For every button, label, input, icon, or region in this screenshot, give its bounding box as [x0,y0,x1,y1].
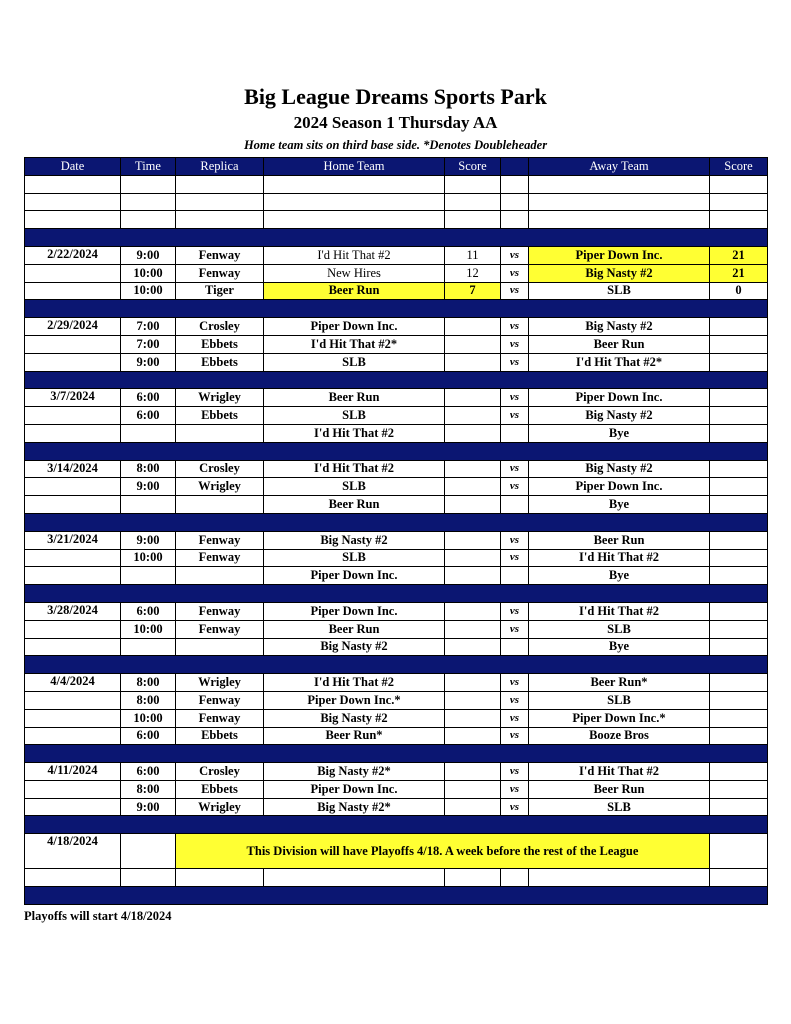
vs-cell [501,424,529,442]
schedule-body [25,175,768,904]
blank-cell [121,869,176,887]
week-separator [25,513,768,531]
away-score-cell: 21 [710,246,768,264]
home-team-cell: I'd Hit That #2 [264,424,445,442]
away-score-cell [710,407,768,425]
home-score-cell [445,549,501,567]
date-cell [25,353,121,371]
week-separator [25,300,768,318]
separator-cell [25,816,768,834]
vs-cell [501,496,529,514]
time-cell: 6:00 [121,763,176,781]
home-score-cell [445,389,501,407]
table-row [25,424,768,442]
week-separator [25,371,768,389]
replica-cell: Fenway [176,549,264,567]
header-vs [501,158,529,176]
replica-cell: Ebbets [176,780,264,798]
date-cell [25,620,121,638]
replica-cell: Wrigley [176,478,264,496]
away-team-cell: Big Nasty #2 [529,318,710,336]
away-score-cell: 21 [710,264,768,282]
home-score-cell [445,620,501,638]
home-score-cell [445,638,501,656]
vs-cell: vs [501,709,529,727]
vs-cell [501,638,529,656]
away-team-cell: Beer Run* [529,674,710,692]
week-separator [25,745,768,763]
away-team-cell: SLB [529,282,710,300]
replica-cell: Ebbets [176,353,264,371]
vs-cell: vs [501,478,529,496]
date-cell: 3/14/2024 [25,460,121,478]
table-row [25,353,768,371]
header-away-score: Score [710,158,768,176]
home-score-cell [445,496,501,514]
home-score-cell [445,531,501,549]
time-cell: 8:00 [121,780,176,798]
date-cell: 4/4/2024 [25,674,121,692]
page-subtitle: 2024 Season 1 Thursday AA [293,113,498,132]
replica-cell: Ebbets [176,407,264,425]
table-row [25,620,768,638]
time-cell: 9:00 [121,353,176,371]
home-team-cell: Piper Down Inc. [264,780,445,798]
time-cell [121,567,176,585]
home-team-cell: Piper Down Inc. [264,567,445,585]
away-team-cell: Bye [529,424,710,442]
replica-cell: Tiger [176,282,264,300]
vs-cell: vs [501,674,529,692]
away-team-cell: I'd Hit That #2 [529,763,710,781]
home-team-cell: Big Nasty #2 [264,709,445,727]
home-score-cell [445,407,501,425]
replica-cell: Ebbets [176,727,264,745]
time-cell: 6:00 [121,389,176,407]
separator-cell [25,442,768,460]
time-cell [121,496,176,514]
home-team-cell: Big Nasty #2* [264,798,445,816]
away-score-cell [710,478,768,496]
date-cell [25,709,121,727]
home-team-cell: Beer Run [264,620,445,638]
home-score-cell: 7 [445,282,501,300]
replica-cell [176,496,264,514]
header-home-team: Home Team [264,158,445,176]
blank-row [25,211,768,229]
time-cell [121,638,176,656]
vs-cell: vs [501,691,529,709]
separator-cell [25,513,768,531]
home-team-cell: Big Nasty #2* [264,763,445,781]
table-row [25,638,768,656]
away-team-cell: Bye [529,496,710,514]
home-team-cell: Beer Run [264,282,445,300]
blank-cell [445,869,501,887]
table-row [25,834,768,869]
away-team-cell: Bye [529,638,710,656]
date-cell [25,727,121,745]
time-cell [121,834,176,869]
home-team-cell: Big Nasty #2 [264,531,445,549]
away-score-cell [710,763,768,781]
vs-cell: vs [501,318,529,336]
time-cell [121,424,176,442]
page-note: Home team sits on third base side. *Denotes Doubleheader [243,138,548,152]
home-score-cell [445,691,501,709]
page-title: Big League Dreams Sports Park [244,84,547,109]
vs-cell: vs [501,407,529,425]
home-team-cell: I'd Hit That #2 [264,246,445,264]
vs-cell: vs [501,549,529,567]
away-score-cell [710,353,768,371]
replica-cell: Wrigley [176,674,264,692]
week-separator [25,442,768,460]
date-cell: 3/21/2024 [25,531,121,549]
blank-cell [264,869,445,887]
replica-cell: Fenway [176,620,264,638]
home-team-cell: Piper Down Inc. [264,602,445,620]
date-cell [25,496,121,514]
away-score-cell [710,674,768,692]
date-cell [25,407,121,425]
time-cell: 9:00 [121,531,176,549]
replica-cell: Ebbets [176,335,264,353]
vs-cell: vs [501,727,529,745]
away-team-cell: Big Nasty #2 [529,264,710,282]
date-cell [25,282,121,300]
time-cell: 7:00 [121,335,176,353]
table-row [25,389,768,407]
date-cell: 4/11/2024 [25,763,121,781]
date-cell [25,691,121,709]
header-replica: Replica [176,158,264,176]
date-cell [25,478,121,496]
date-cell: 2/22/2024 [25,246,121,264]
table-row [25,407,768,425]
date-cell: 3/28/2024 [25,602,121,620]
schedule-table [24,157,768,905]
away-team-cell: Beer Run [529,335,710,353]
separator-cell [25,371,768,389]
time-cell: 6:00 [121,602,176,620]
table-row [25,531,768,549]
replica-cell: Fenway [176,602,264,620]
table-row [25,335,768,353]
replica-cell: Fenway [176,709,264,727]
date-cell [25,549,121,567]
home-score-cell [445,709,501,727]
home-team-cell: Beer Run [264,389,445,407]
date-cell: 3/7/2024 [25,389,121,407]
table-row [25,246,768,264]
away-team-cell: SLB [529,620,710,638]
table-row [25,602,768,620]
away-team-cell: Beer Run [529,780,710,798]
week-separator [25,887,768,905]
away-team-cell: Big Nasty #2 [529,407,710,425]
separator-cell [25,745,768,763]
table-row [25,727,768,745]
replica-cell: Fenway [176,531,264,549]
replica-cell: Wrigley [176,798,264,816]
footer-note: Playoffs will start 4/18/2024 [24,909,172,923]
time-cell: 10:00 [121,620,176,638]
away-score-cell [710,638,768,656]
table-row [25,282,768,300]
away-score-cell [710,567,768,585]
away-team-cell: Piper Down Inc. [529,478,710,496]
table-row [25,318,768,336]
table-row [25,567,768,585]
time-cell: 10:00 [121,282,176,300]
time-cell: 9:00 [121,246,176,264]
blank-cell [529,869,710,887]
home-team-cell: Piper Down Inc.* [264,691,445,709]
away-team-cell: Booze Bros [529,727,710,745]
replica-cell [176,424,264,442]
home-team-cell: New Hires [264,264,445,282]
home-score-cell [445,335,501,353]
home-score-cell [445,353,501,371]
time-cell: 10:00 [121,709,176,727]
date-cell [25,780,121,798]
blank-row [25,869,768,887]
away-score-cell [710,335,768,353]
table-row [25,674,768,692]
separator-cell [25,656,768,674]
away-team-cell: Piper Down Inc.* [529,709,710,727]
table-row [25,496,768,514]
away-score-cell [710,709,768,727]
away-score-cell [710,798,768,816]
home-team-cell: SLB [264,407,445,425]
replica-cell: Crosley [176,318,264,336]
week-separator [25,229,768,247]
away-score-cell [710,780,768,798]
home-score-cell [445,602,501,620]
replica-cell: Crosley [176,460,264,478]
home-team-cell: Big Nasty #2 [264,638,445,656]
vs-cell: vs [501,335,529,353]
replica-cell: Fenway [176,264,264,282]
home-team-cell: Piper Down Inc. [264,318,445,336]
home-team-cell: I'd Hit That #2* [264,335,445,353]
time-cell: 9:00 [121,798,176,816]
header-date: Date [25,158,121,176]
vs-cell: vs [501,460,529,478]
vs-cell: vs [501,246,529,264]
away-team-cell: I'd Hit That #2 [529,549,710,567]
home-team-cell: SLB [264,549,445,567]
replica-cell: Wrigley [176,389,264,407]
separator-cell [25,887,768,905]
table-row [25,709,768,727]
home-score-cell [445,318,501,336]
home-score-cell [445,674,501,692]
date-cell [25,424,121,442]
away-score-cell [710,460,768,478]
time-cell: 10:00 [121,264,176,282]
home-score-cell [445,780,501,798]
replica-cell [176,567,264,585]
vs-cell: vs [501,264,529,282]
date-cell [25,567,121,585]
vs-cell: vs [501,353,529,371]
away-team-cell: Beer Run [529,531,710,549]
date-cell: 4/18/2024 [25,834,121,869]
home-team-cell: I'd Hit That #2 [264,460,445,478]
header-away-team: Away Team [529,158,710,176]
vs-cell: vs [501,531,529,549]
vs-cell: vs [501,780,529,798]
time-cell: 6:00 [121,407,176,425]
time-cell: 8:00 [121,460,176,478]
blank-row [25,175,768,193]
vs-cell: vs [501,389,529,407]
replica-cell [176,638,264,656]
home-team-cell: I'd Hit That #2 [264,674,445,692]
home-score-cell [445,424,501,442]
home-team-cell: Beer Run [264,496,445,514]
replica-cell: Fenway [176,691,264,709]
away-score-cell [710,389,768,407]
away-score-cell [710,531,768,549]
home-score-cell [445,763,501,781]
away-team-cell: SLB [529,798,710,816]
away-team-cell: Bye [529,567,710,585]
vs-cell: vs [501,763,529,781]
home-team-cell: Beer Run* [264,727,445,745]
time-cell: 9:00 [121,478,176,496]
vs-cell: vs [501,602,529,620]
home-score-cell [445,460,501,478]
blank-cell [25,869,121,887]
table-row [25,264,768,282]
separator-cell [25,585,768,603]
time-cell: 7:00 [121,318,176,336]
table-row [25,460,768,478]
vs-cell: vs [501,798,529,816]
away-team-cell: I'd Hit That #2 [529,602,710,620]
header-home-score: Score [445,158,501,176]
date-cell [25,264,121,282]
home-score-cell: 12 [445,264,501,282]
time-cell: 8:00 [121,691,176,709]
date-cell: 2/29/2024 [25,318,121,336]
table-row [25,691,768,709]
away-score-cell [710,620,768,638]
away-team-cell: Piper Down Inc. [529,246,710,264]
separator-cell [25,300,768,318]
away-team-cell: Piper Down Inc. [529,389,710,407]
home-score-cell [445,798,501,816]
time-cell: 6:00 [121,727,176,745]
date-cell [25,335,121,353]
header-time: Time [121,158,176,176]
away-score-cell [710,424,768,442]
blank-cell [710,869,768,887]
home-score-cell [445,478,501,496]
table-row [25,549,768,567]
blank-cell [501,869,529,887]
header-row [25,158,768,176]
week-separator [25,585,768,603]
vs-cell: vs [501,282,529,300]
table-row [25,763,768,781]
date-cell [25,798,121,816]
away-team-cell: I'd Hit That #2* [529,353,710,371]
table-row [25,478,768,496]
away-score-cell [710,834,768,869]
away-team-cell: SLB [529,691,710,709]
away-score-cell: 0 [710,282,768,300]
home-team-cell: SLB [264,478,445,496]
replica-cell: Fenway [176,246,264,264]
away-team-cell: Big Nasty #2 [529,460,710,478]
table-row [25,798,768,816]
replica-cell: Crosley [176,763,264,781]
blank-cell [176,869,264,887]
away-score-cell [710,602,768,620]
vs-cell: vs [501,620,529,638]
time-cell: 10:00 [121,549,176,567]
away-score-cell [710,691,768,709]
playoff-notice: This Division will have Playoffs 4/18. A week before the rest of the League [176,834,710,869]
vs-cell [501,567,529,585]
week-separator [25,816,768,834]
blank-row [25,193,768,211]
away-score-cell [710,549,768,567]
home-score-cell: 11 [445,246,501,264]
away-score-cell [710,727,768,745]
home-score-cell [445,567,501,585]
date-cell [25,638,121,656]
table-row [25,780,768,798]
week-separator [25,656,768,674]
away-score-cell [710,318,768,336]
home-team-cell: SLB [264,353,445,371]
away-score-cell [710,496,768,514]
time-cell: 8:00 [121,674,176,692]
home-score-cell [445,727,501,745]
